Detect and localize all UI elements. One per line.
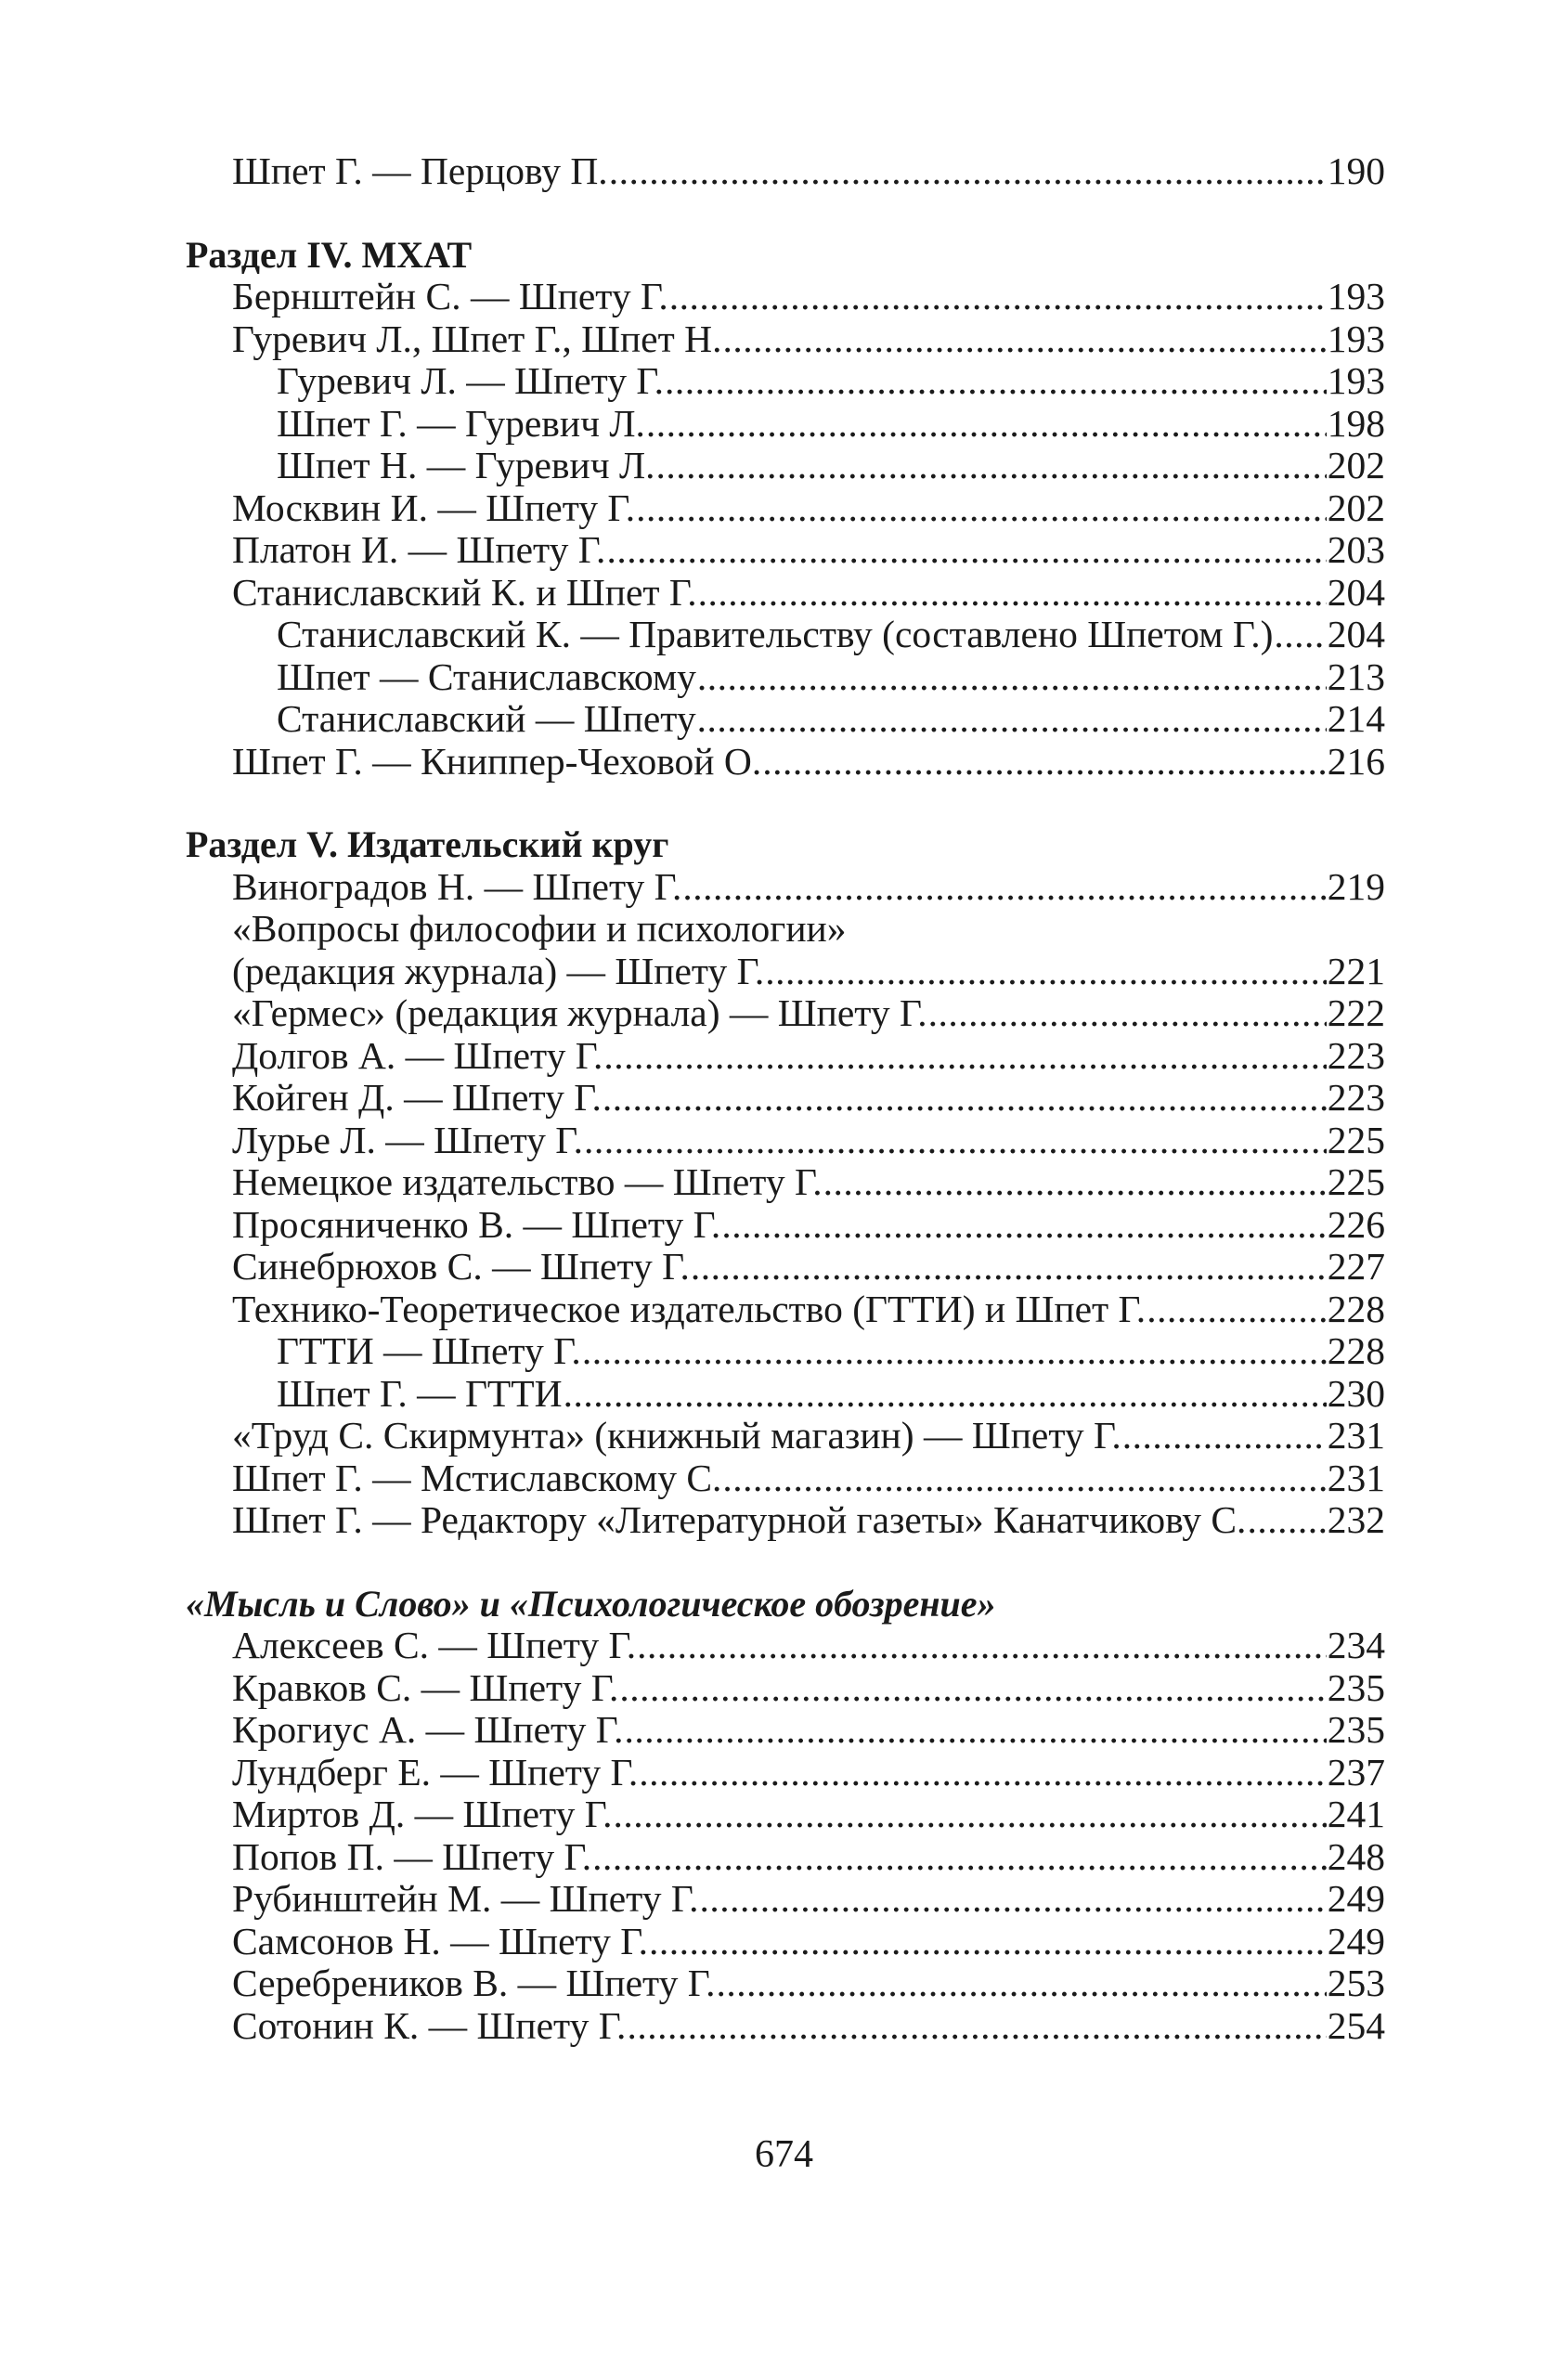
entry-title: Гуревич Л. — Шпету Г. [277, 359, 665, 402]
toc-entry[interactable] [186, 1120, 1385, 1162]
table-of-contents [186, 150, 1385, 2047]
dot-leader [606, 529, 1326, 572]
entry-page-number: 253 [1327, 1962, 1385, 2004]
entry-title: Шпет Н. — Гуревич Л. [277, 444, 655, 486]
toc-entry[interactable] [186, 1709, 1385, 1752]
toc-entry[interactable] [186, 1373, 1385, 1416]
dot-leader [762, 741, 1327, 784]
entry-title: Станиславский К. и Шпет Г. [232, 570, 697, 614]
dot-leader [564, 1373, 1327, 1416]
entry-title: Лурье Л. — Шпету Г. [232, 1118, 583, 1161]
toc-entry[interactable] [186, 866, 1385, 909]
entry-page-number: 235 [1327, 1708, 1385, 1751]
dot-leader [624, 1709, 1326, 1752]
dot-leader [637, 1625, 1327, 1667]
dot-leader [636, 487, 1327, 530]
section-heading: «Мысль и Слово» и «Психологическое обозрение» [186, 1582, 996, 1625]
entry-page-number: 190 [1327, 149, 1385, 192]
entry-title: (редакция журнала) — Шпету Г. [232, 949, 765, 992]
entry-title: Шпет Г. — Перцову П. [232, 149, 608, 192]
dot-leader [613, 1794, 1326, 1836]
toc-entry[interactable] [186, 1161, 1385, 1204]
entry-page-number: 213 [1327, 654, 1385, 698]
entry-title: Алексеев С. — Шпету Г. [232, 1624, 637, 1666]
dot-leader [765, 951, 1326, 993]
toc-entry[interactable] [186, 1625, 1385, 1667]
dot-leader [619, 1667, 1326, 1710]
entry-page-number: 230 [1327, 1371, 1385, 1415]
entry-title: Шпет Г. — Книппер-Чеховой О. [232, 739, 762, 783]
toc-entry[interactable] [186, 487, 1385, 530]
entry-page-number: 193 [1327, 359, 1385, 402]
entry-page-number: 223 [1327, 1033, 1385, 1077]
toc-entry[interactable] [186, 360, 1385, 403]
dot-leader [646, 403, 1327, 446]
entry-page-number: 228 [1327, 1329, 1385, 1372]
entry-page-number: 204 [1327, 570, 1385, 614]
dot-leader [928, 992, 1327, 1035]
toc-section [186, 1583, 1385, 2048]
entry-title: Самсонов Н. — Шпету Г. [232, 1919, 648, 1962]
entry-page-number: 248 [1327, 1834, 1385, 1878]
dot-leader [582, 1330, 1327, 1373]
entry-page-number: 249 [1327, 1919, 1385, 1962]
toc-entry[interactable] [186, 1921, 1385, 1963]
entry-page-number: 222 [1327, 991, 1385, 1034]
entry-page-number: 249 [1327, 1877, 1385, 1920]
entry-page-number: 234 [1327, 1624, 1385, 1666]
toc-entry[interactable] [186, 276, 1385, 318]
page-number: 674 [755, 2133, 813, 2176]
toc-entry[interactable] [186, 1752, 1385, 1794]
toc-entry[interactable] [186, 1878, 1385, 1921]
entry-title: Технико-Теоретическое издательство (ГТТИ) и Шпет Г. [232, 1287, 1147, 1330]
entry-title: Долгов А. — Шпету Г. [232, 1033, 603, 1077]
dot-leader [1247, 1499, 1326, 1542]
toc-entry[interactable] [186, 572, 1385, 615]
entry-title: Попов П. — Шпету Г. [232, 1834, 592, 1878]
toc-section [186, 150, 1385, 193]
toc-entry[interactable] [186, 1204, 1385, 1247]
entry-title: Виноградов Н. — Шпету Г. [232, 864, 682, 908]
entry-title: Шпет Г. — Мстиславскому С. [232, 1456, 722, 1499]
entry-title: Шпет Г. — Гуревич Л. [277, 401, 645, 445]
entry-title: «Труд С. Скирмунта» (книжный магазин) — Шпету Г. [232, 1414, 1121, 1457]
entry-page-number: 228 [1327, 1287, 1385, 1330]
dot-leader [721, 1204, 1326, 1247]
section-heading: Раздел IV. МХАТ [186, 233, 473, 276]
entry-page-number: 254 [1327, 2003, 1385, 2047]
dot-leader [823, 1161, 1327, 1204]
toc-entry[interactable] [186, 1457, 1385, 1500]
toc-entry[interactable] [186, 318, 1385, 361]
toc-entry[interactable] [186, 951, 1385, 993]
entry-title: Бернштейн С. — Шпету Г. [232, 275, 668, 317]
toc-section [186, 234, 1385, 784]
dot-leader [584, 1120, 1327, 1162]
dot-leader [700, 1878, 1327, 1921]
entry-title: Шпет Г. — ГТТИ [277, 1371, 563, 1415]
entry-title: Просяниченко В. — Шпету Г. [232, 1202, 721, 1246]
entry-title: Шпет — Станиславскому [277, 654, 696, 698]
entry-page-number: 214 [1327, 697, 1385, 740]
toc-entry[interactable] [186, 445, 1385, 487]
entry-page-number: 225 [1327, 1118, 1385, 1161]
toc-entry[interactable] [186, 403, 1385, 446]
entry-title: Синебрюхов С. — Шпету Г. [232, 1245, 690, 1288]
toc-entry[interactable] [186, 1499, 1385, 1542]
entry-page-number: 198 [1327, 401, 1385, 445]
entry-title: «Вопросы философии и психологии» [232, 907, 847, 950]
toc-entry[interactable] [186, 698, 1385, 741]
toc-entry[interactable] [186, 1667, 1385, 1710]
dot-leader [698, 572, 1327, 615]
toc-section [186, 823, 1385, 1542]
toc-entry[interactable] [186, 529, 1385, 572]
entry-title: «Гермес» (редакция журнала) — Шпету Г. [232, 991, 927, 1034]
entry-page-number: 221 [1327, 949, 1385, 992]
entry-page-number: 226 [1327, 1202, 1385, 1246]
toc-entry[interactable] [186, 1289, 1385, 1331]
entry-page-number: 223 [1327, 1076, 1385, 1119]
entry-page-number: 193 [1327, 317, 1385, 360]
dot-leader [669, 276, 1327, 318]
toc-entry[interactable] [186, 908, 1385, 951]
dot-leader [722, 318, 1326, 361]
toc-entry[interactable] [186, 1415, 1385, 1457]
entry-title: Сотонин К. — Шпету Г. [232, 2003, 627, 2047]
toc-entry[interactable] [186, 2005, 1385, 2048]
section-heading: Раздел V. Издательский круг [186, 823, 669, 865]
entry-title: Койген Д. — Шпету Г. [232, 1076, 602, 1119]
toc-entry[interactable] [186, 150, 1385, 193]
entry-page-number: 231 [1327, 1456, 1385, 1499]
entry-title: Шпет Г. — Редактору «Литературной газеты» Канатчикову С. [232, 1498, 1247, 1541]
entry-title: Немецкое издательство — Шпету Г. [232, 1160, 823, 1203]
toc-entry[interactable] [186, 741, 1385, 784]
toc-entry[interactable] [186, 1330, 1385, 1373]
entry-page-number: 227 [1327, 1245, 1385, 1288]
toc-entry[interactable] [186, 656, 1385, 699]
dot-leader [627, 2005, 1326, 2048]
dot-leader [649, 1921, 1327, 1963]
dot-leader [1274, 614, 1326, 656]
entry-title: Москвин И. — Шпету Г. [232, 486, 636, 529]
entry-title: Серебреников В. — Шпету Г. [232, 1962, 716, 2004]
dot-leader [656, 445, 1327, 487]
dot-leader [603, 1035, 1326, 1078]
dot-leader [609, 150, 1327, 193]
dot-leader [665, 360, 1327, 403]
entry-page-number: 203 [1327, 528, 1385, 571]
toc-entry[interactable] [186, 1077, 1385, 1120]
entry-title: Станиславский К. — Правительству (составлено Шпетом Г.) [277, 613, 1274, 655]
entry-title: Гуревич Л., Шпет Г., Шпет Н. [232, 317, 722, 360]
entry-page-number: 225 [1327, 1160, 1385, 1203]
entry-page-number: 232 [1327, 1498, 1385, 1541]
entry-title: ГТТИ — Шпету Г. [277, 1329, 581, 1372]
entry-page-number: 235 [1327, 1665, 1385, 1709]
entry-title: Миртов Д. — Шпету Г. [232, 1793, 613, 1835]
entry-page-number: 241 [1327, 1793, 1385, 1835]
dot-leader [697, 698, 1327, 741]
entry-page-number: 202 [1327, 486, 1385, 529]
dot-leader [716, 1962, 1326, 2005]
entry-page-number: 231 [1327, 1414, 1385, 1457]
entry-page-number: 202 [1327, 444, 1385, 486]
dot-leader [722, 1457, 1326, 1500]
entry-page-number: 193 [1327, 275, 1385, 317]
entry-title: Рубинштейн М. — Шпету Г. [232, 1877, 699, 1920]
entry-title: Лундберг Е. — Шпету Г. [232, 1750, 639, 1794]
entry-title: Крогиус А. — Шпету Г. [232, 1708, 624, 1751]
dot-leader [697, 656, 1327, 699]
entry-page-number: 219 [1327, 864, 1385, 908]
dot-leader [691, 1246, 1327, 1289]
dot-leader [1147, 1289, 1327, 1331]
dot-leader [592, 1836, 1327, 1879]
dot-leader [603, 1077, 1327, 1120]
entry-title: Кравков С. — Шпету Г. [232, 1665, 619, 1709]
entry-page-number: 237 [1327, 1750, 1385, 1794]
entry-page-number: 216 [1327, 739, 1385, 783]
toc-entry[interactable] [186, 992, 1385, 1035]
dot-leader [682, 866, 1326, 909]
toc-entry[interactable] [186, 1246, 1385, 1289]
dot-leader [639, 1752, 1327, 1794]
entry-title: Станиславский — Шпету [277, 697, 696, 740]
toc-entry[interactable] [186, 1962, 1385, 2005]
entry-title: Платон И. — Шпету Г. [232, 528, 606, 571]
toc-entry[interactable] [186, 1794, 1385, 1836]
dot-leader [1122, 1415, 1327, 1457]
entry-page-number: 204 [1327, 613, 1385, 655]
toc-entry[interactable] [186, 1836, 1385, 1879]
toc-entry[interactable] [186, 614, 1385, 656]
toc-entry[interactable] [186, 1035, 1385, 1078]
